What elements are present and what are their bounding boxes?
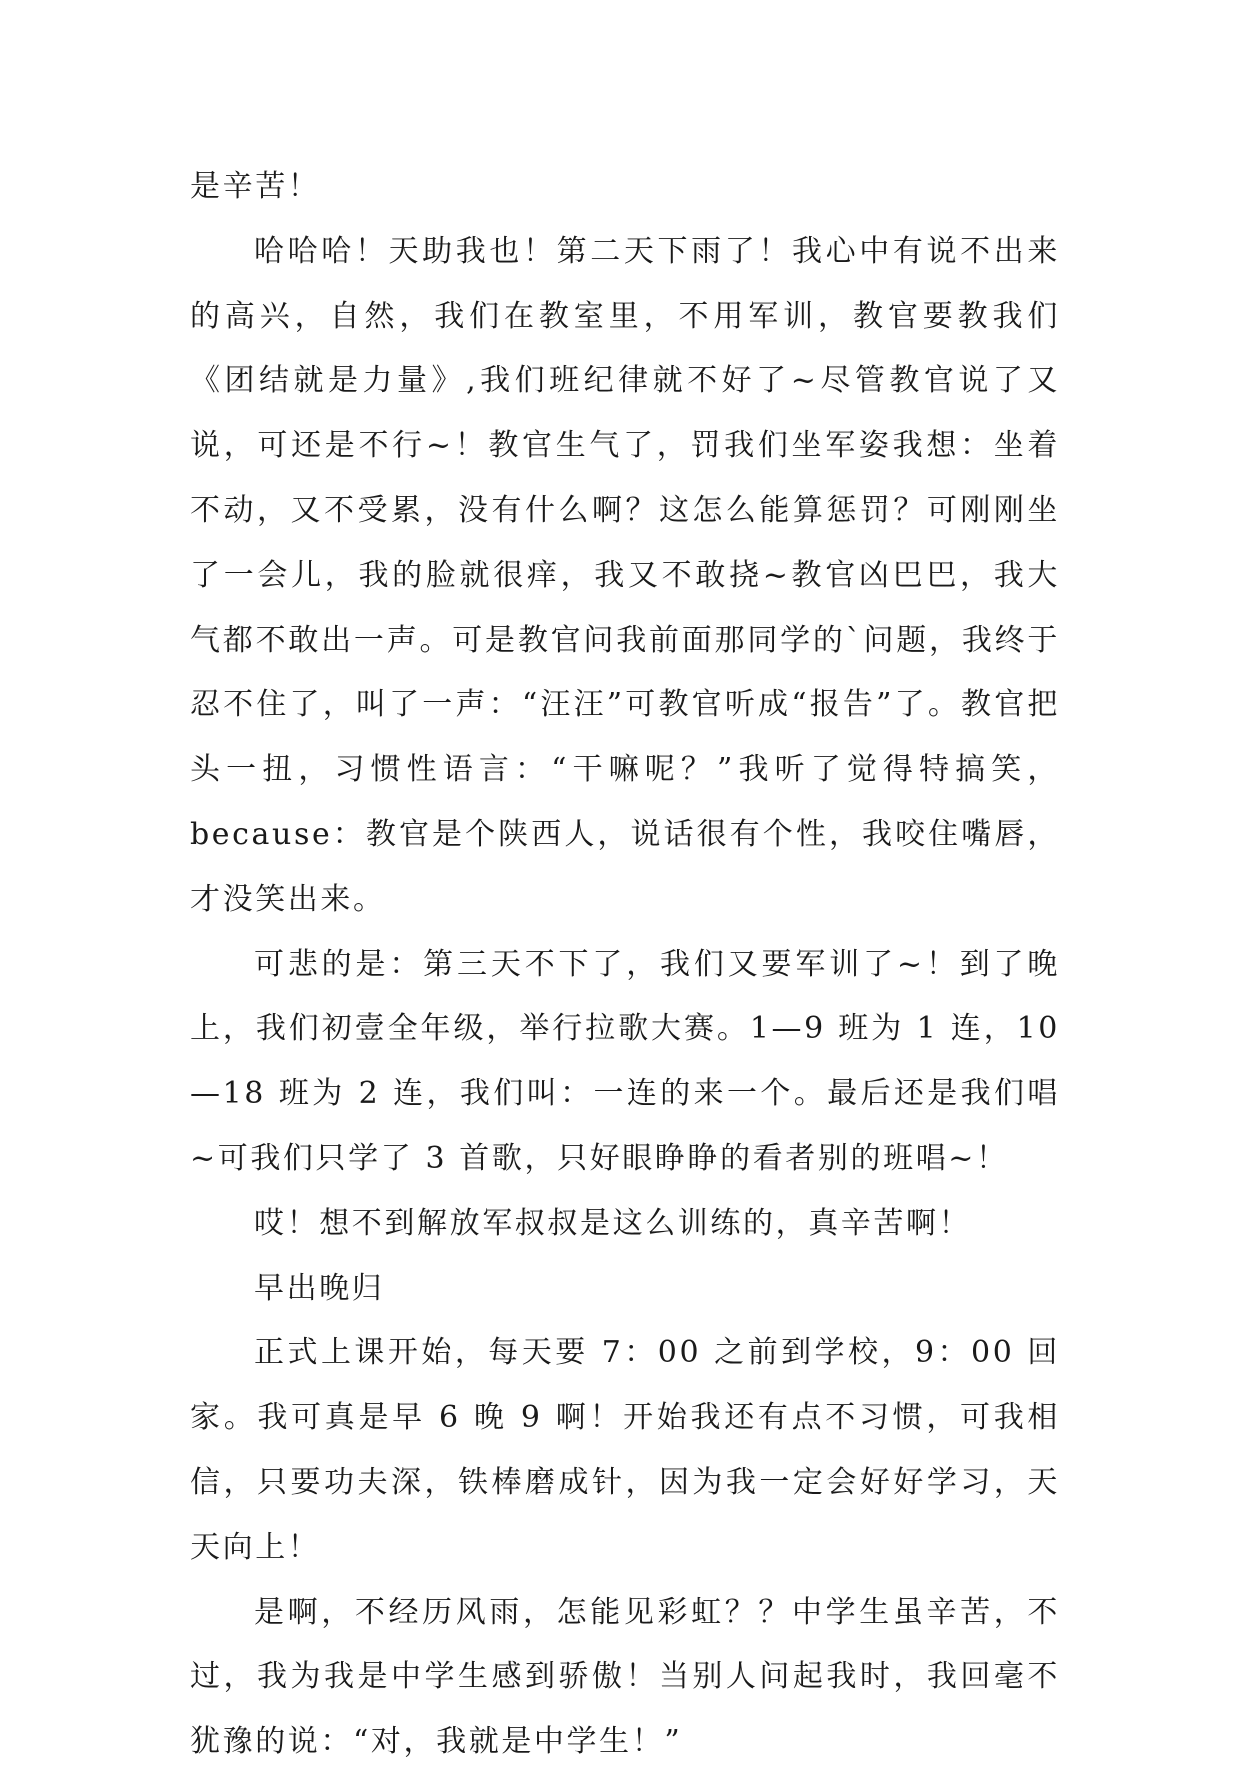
paragraph-singing-contest: 可悲的是：第三天不下了，我们又要军训了~！到了晚上，我们初壹全年级，举行拉歌大赛。1—9 班为 1 连，10—18 班为 2 连，我们叫：一连的来一个。最后还是我们唱~可我们只学了 3 首歌，只好眼睁睁的看者别的班唱~！ — [190, 946, 1060, 1176]
paragraph-continued: 是辛苦！ — [190, 169, 321, 204]
paragraph-schedule: 正式上课开始，每天要 7：00 之前到学校，9：00 回家。我可真是早 6 晚 9 啊！开始我还有点不习惯，可我相信，只要功夫深，铁棒磨成针，因为我一定会好好学习，天天向上！ — [190, 1335, 1060, 1565]
paragraph-reflection: 哎！想不到解放军叔叔是这么训练的，真辛苦啊！ — [254, 1205, 972, 1241]
paragraph-rainy-day: 哈哈哈！天助我也！第二天下雨了！我心中有说不出来的高兴，自然，我们在教室里，不用军训，教官要教我们《团结就是力量》,我们班纪律就不好了~尽管教官说了又说，可还是不行~！教官生气了，罚我们坐军姿我想：坐着不动，又不受累，没有什么啊？这怎么能算惩罚？可刚刚坐了一会儿，我的脸就很痒，我又不敢挠~教官凶巴巴，我大气都不敢出一声。可是教官问我前面那同学的`问题，我终于忍不住了，叫了一声：“汪汪”可教官听成“报告”了。教官把头一扭，习惯性语言：“干嘛呢？”我听了觉得特搞笑，because：教官是个陕西人，说话很有个性，我咬住嘴唇，才没笑出来。 — [190, 233, 1060, 917]
body-text — [190, 155, 1060, 1775]
paragraph-conclusion: 是啊，不经历风雨，怎能见彩虹？？中学生虽辛苦，不过，我为我是中学生感到骄傲！当别人问起我时，我回毫不犹豫的说：“对，我就是中学生！” — [190, 1594, 1060, 1760]
section-heading: 早出晚归 — [254, 1270, 385, 1306]
